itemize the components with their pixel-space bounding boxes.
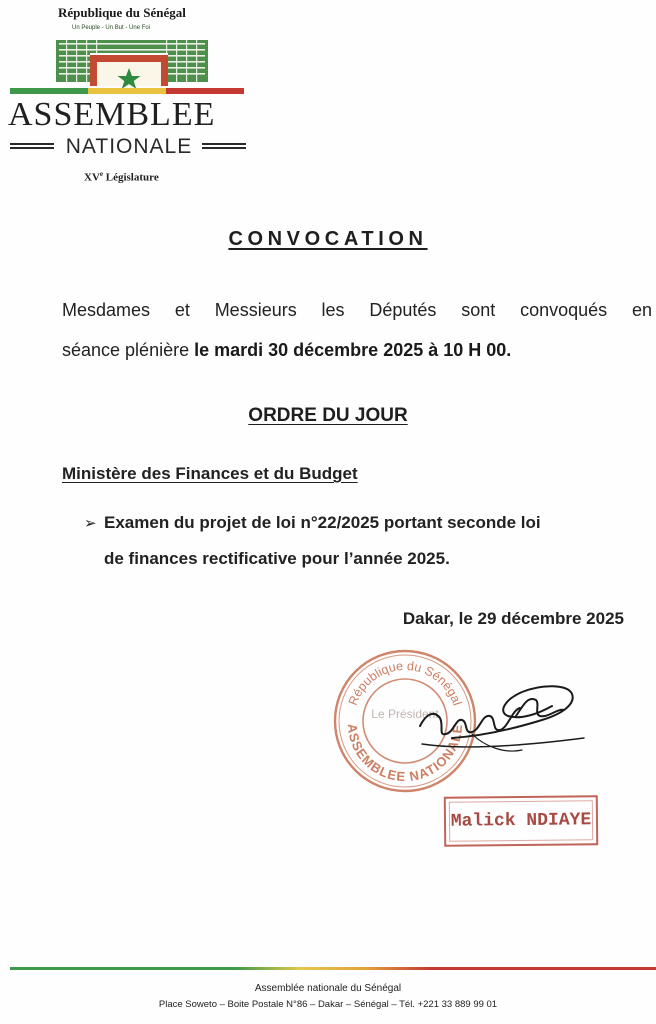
president-signature-icon — [412, 674, 588, 760]
assembly-wordmark: ASSEMBLEE — [8, 96, 216, 133]
legislature-sup: e — [99, 170, 103, 178]
assembly-building-logo — [10, 36, 244, 94]
session-datetime: le mardi 30 décembre 2025 à 10 H 00. — [194, 340, 512, 360]
seal-bottom-text: ASSEMBLEE NATIONALE — [344, 722, 466, 785]
intro-line-1: Mesdames et Messieurs les Députés sont convoqués en — [62, 300, 652, 320]
legislature-prefix: XV — [84, 171, 100, 184]
footer-institution: Assemblée nationale du Sénégal — [254, 983, 402, 994]
ministry-heading: Ministère des Finances et du Budget — [62, 464, 358, 483]
footer-address: Place Soweto – Boite Postale N°86 – Dakar – Sénégal – Tél. +221 33 889 99 01 — [158, 999, 498, 1010]
nationale-wordmark: NATIONALE — [65, 135, 193, 158]
right-rule — [202, 143, 246, 149]
seal-top-text: République du Sénégal — [345, 658, 465, 708]
agenda-item-line-2: de finances rectificative pour l’année 2025. — [104, 549, 450, 568]
national-motto: Un Peuple - Un But - Une Foi — [72, 25, 151, 31]
left-rule — [10, 143, 54, 149]
nationale-wordmark-row — [10, 134, 248, 160]
president-name: Malick NDIAYE — [450, 810, 592, 832]
legislature-label — [84, 170, 159, 184]
footer-tricolor-rule — [10, 967, 656, 970]
intro-line-2 — [62, 338, 652, 362]
intro-line-2-prefix: séance plénière — [62, 340, 195, 360]
president-name-stamp — [444, 795, 599, 847]
agenda-heading: ORDRE DU JOUR — [248, 405, 408, 426]
document-title: CONVOCATION — [228, 228, 428, 250]
legislature-word: Législature — [105, 171, 159, 184]
bullet-arrow-icon: ➢ — [84, 515, 97, 532]
place-date-line: Dakar, le 29 décembre 2025 — [402, 609, 624, 628]
agenda-item-line-1: Examen du projet de loi n°22/2025 portant seconde loi — [104, 513, 541, 532]
republic-heading: République du Sénégal — [58, 5, 186, 20]
seal-center-text: Le Président — [371, 707, 439, 721]
